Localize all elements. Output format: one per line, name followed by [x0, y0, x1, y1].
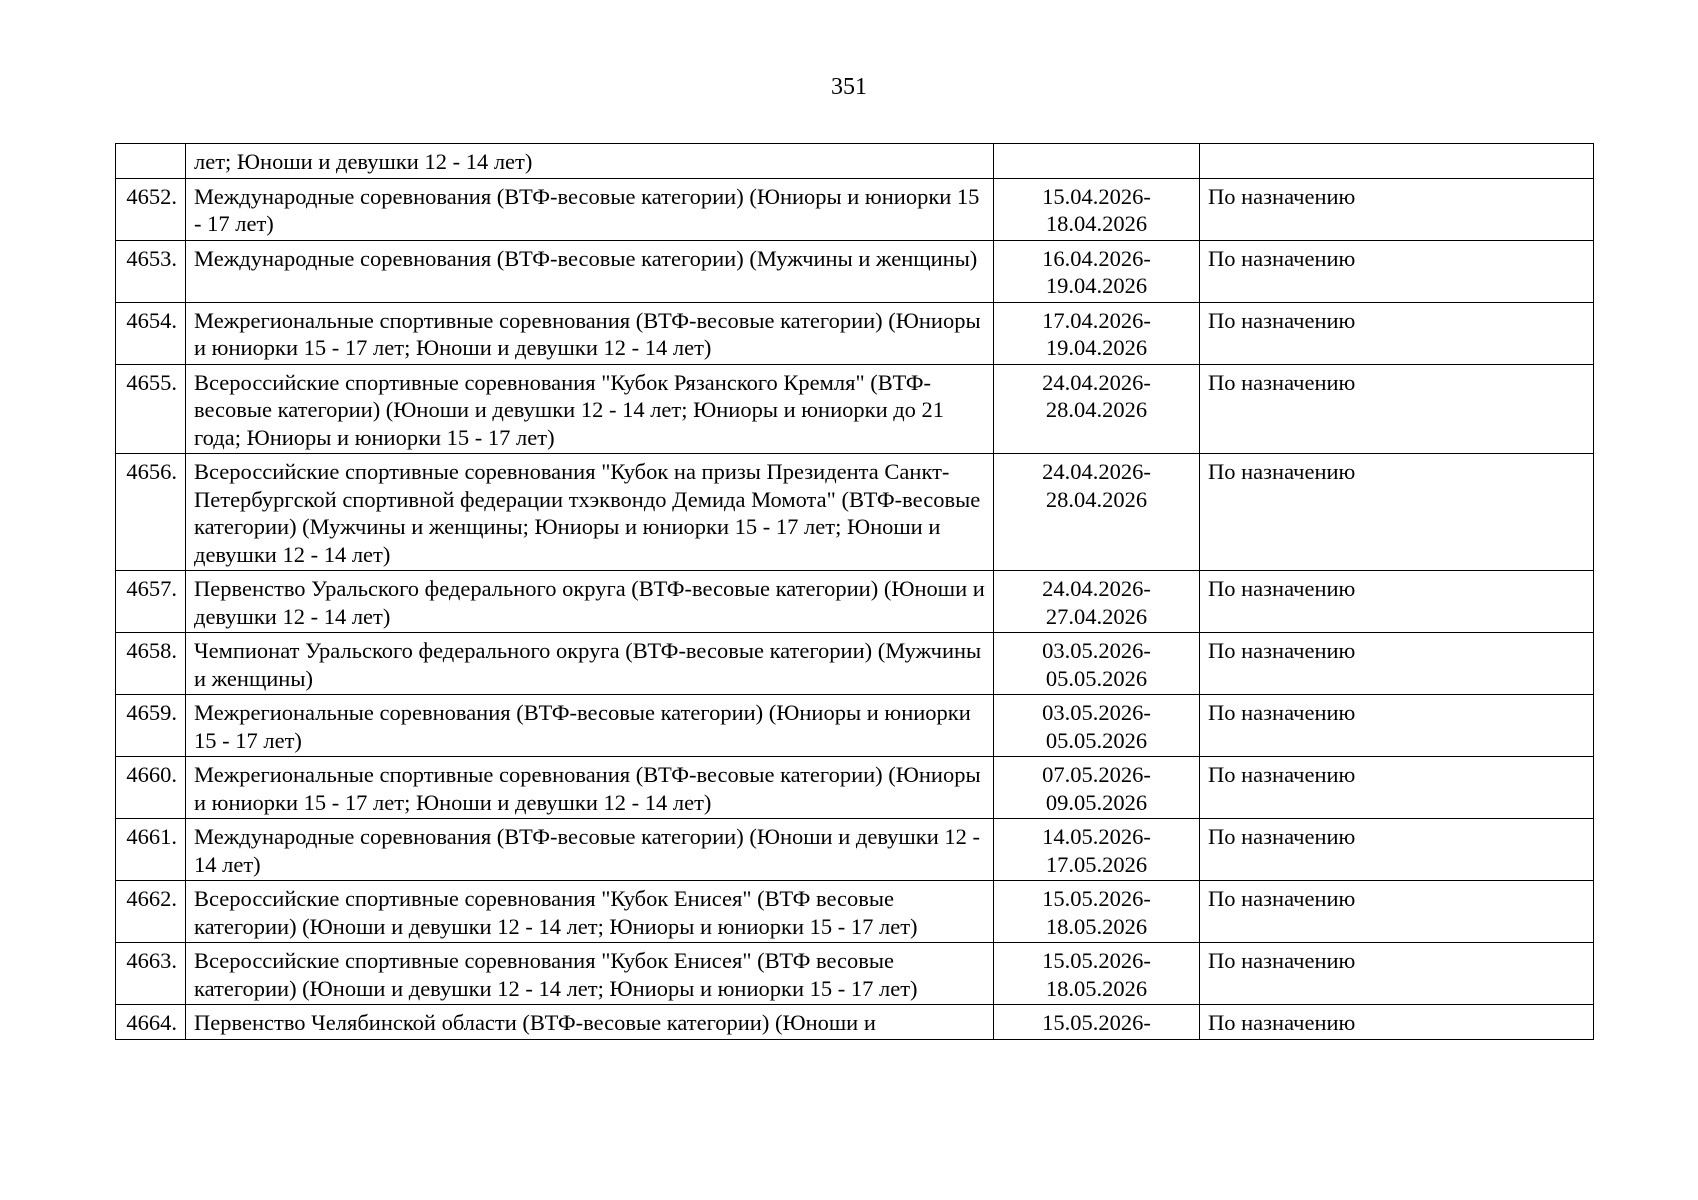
table-row [116, 454, 1594, 571]
event-status: По назначению [1200, 757, 1594, 819]
event-description: Межрегиональные спортивные соревнования (ВТФ-весовые категории) (Юниоры и юниорки 15 - 17 лет; Юноши и девушки 12 - 14 лет) [186, 757, 994, 819]
table-row [116, 240, 1594, 302]
event-description: Международные соревнования (ВТФ-весовые категории) (Мужчины и женщины) [186, 240, 994, 302]
event-status: По назначению [1200, 240, 1594, 302]
page-number: 351 [831, 74, 867, 100]
event-description: Всероссийские спортивные соревнования "Кубок на призы Президента Санкт-Петербургской спортивной федерации тхэквондо Демида Момота" (ВТФ-весовые категории) (Мужчины и женщины; Юниоры и юниорки 15 - 17 лет; Юноши и девушки 12 - 14 лет) [186, 454, 994, 571]
event-number: 4657. [116, 571, 186, 633]
event-dates: 17.04.2026- 19.04.2026 [994, 302, 1200, 364]
event-description: Чемпионат Уральского федерального округа (ВТФ-весовые категории) (Мужчины и женщины) [186, 633, 994, 695]
event-status: По назначению [1200, 571, 1594, 633]
event-status [1200, 144, 1594, 179]
table-row [116, 1005, 1594, 1040]
event-description: Всероссийские спортивные соревнования "Кубок Рязанского Кремля" (ВТФ-весовые категории) (Юноши и девушки 12 - 14 лет; Юниоры и юниорки до 21 года; Юниоры и юниорки 15 - 17 лет) [186, 364, 994, 454]
event-status: По назначению [1200, 695, 1594, 757]
table-row [116, 943, 1594, 1005]
event-dates: 15.04.2026- 18.04.2026 [994, 178, 1200, 240]
event-status: По назначению [1200, 1005, 1594, 1040]
event-dates: 14.05.2026- 17.05.2026 [994, 819, 1200, 881]
event-dates: 15.05.2026- 18.05.2026 [994, 943, 1200, 1005]
event-number: 4660. [116, 757, 186, 819]
event-description: Международные соревнования (ВТФ-весовые категории) (Юниоры и юниорки 15 - 17 лет) [186, 178, 994, 240]
event-description: Первенство Уральского федерального округа (ВТФ-весовые категории) (Юноши и девушки 12 - 14 лет) [186, 571, 994, 633]
table-row [116, 364, 1594, 454]
table-row [116, 633, 1594, 695]
event-status: По назначению [1200, 881, 1594, 943]
events-table [115, 143, 1594, 1040]
events-table-body [116, 144, 1594, 1040]
event-dates: 15.05.2026- 18.05.2026 [994, 881, 1200, 943]
event-number: 4661. [116, 819, 186, 881]
table-row [116, 881, 1594, 943]
event-number [116, 144, 186, 179]
event-dates: 03.05.2026- 05.05.2026 [994, 695, 1200, 757]
event-status: По назначению [1200, 302, 1594, 364]
table-row [116, 695, 1594, 757]
event-number: 4664. [116, 1005, 186, 1040]
table-row [116, 178, 1594, 240]
event-status: По назначению [1200, 633, 1594, 695]
event-description: Всероссийские спортивные соревнования "Кубок Енисея" (ВТФ весовые категории) (Юноши и девушки 12 - 14 лет; Юниоры и юниорки 15 - 17 лет) [186, 943, 994, 1005]
table-row [116, 819, 1594, 881]
event-number: 4663. [116, 943, 186, 1005]
event-number: 4653. [116, 240, 186, 302]
event-status: По назначению [1200, 819, 1594, 881]
event-number: 4659. [116, 695, 186, 757]
event-dates: 16.04.2026- 19.04.2026 [994, 240, 1200, 302]
event-status: По назначению [1200, 454, 1594, 571]
event-number: 4655. [116, 364, 186, 454]
event-number: 4662. [116, 881, 186, 943]
event-number: 4654. [116, 302, 186, 364]
event-description: Первенство Челябинской области (ВТФ-весовые категории) (Юноши и [186, 1005, 994, 1040]
event-dates: 24.04.2026- 27.04.2026 [994, 571, 1200, 633]
event-status: По назначению [1200, 178, 1594, 240]
event-dates [994, 144, 1200, 179]
event-dates: 07.05.2026- 09.05.2026 [994, 757, 1200, 819]
table-row [116, 302, 1594, 364]
event-description: Международные соревнования (ВТФ-весовые категории) (Юноши и девушки 12 - 14 лет) [186, 819, 994, 881]
event-description: Межрегиональные спортивные соревнования (ВТФ-весовые категории) (Юниоры и юниорки 15 - 17 лет; Юноши и девушки 12 - 14 лет) [186, 302, 994, 364]
event-dates: 15.05.2026- [994, 1005, 1200, 1040]
event-number: 4652. [116, 178, 186, 240]
event-status: По назначению [1200, 943, 1594, 1005]
table-row [116, 144, 1594, 179]
event-dates: 24.04.2026- 28.04.2026 [994, 364, 1200, 454]
event-number: 4656. [116, 454, 186, 571]
event-dates: 03.05.2026- 05.05.2026 [994, 633, 1200, 695]
event-status: По назначению [1200, 364, 1594, 454]
event-number: 4658. [116, 633, 186, 695]
event-description: Всероссийские спортивные соревнования "Кубок Енисея" (ВТФ весовые категории) (Юноши и девушки 12 - 14 лет; Юниоры и юниорки 15 - 17 лет) [186, 881, 994, 943]
event-dates: 24.04.2026- 28.04.2026 [994, 454, 1200, 571]
table-row [116, 571, 1594, 633]
event-description: лет; Юноши и девушки 12 - 14 лет) [186, 144, 994, 179]
table-row [116, 757, 1594, 819]
event-description: Межрегиональные соревнования (ВТФ-весовые категории) (Юниоры и юниорки 15 - 17 лет) [186, 695, 994, 757]
